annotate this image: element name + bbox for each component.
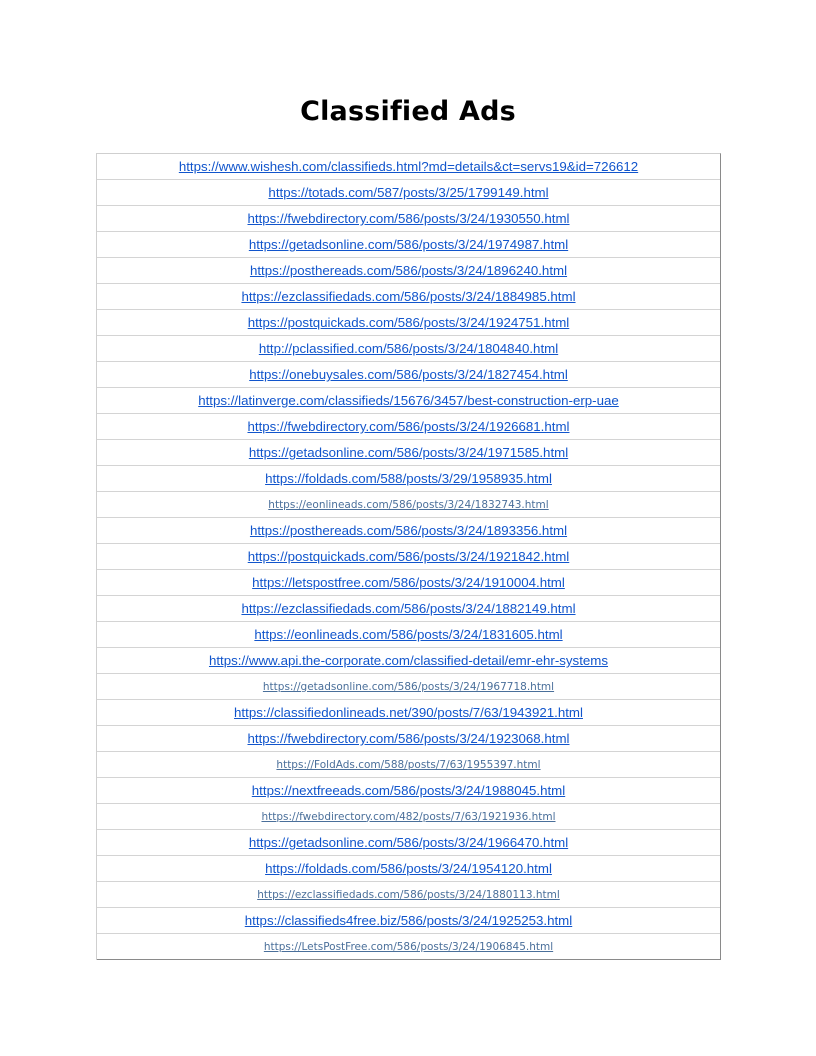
ad-link[interactable]: https://fwebdirectory.com/586/posts/3/24/1930550.html	[247, 211, 570, 226]
table-row	[97, 778, 720, 804]
table-row	[97, 440, 720, 466]
ad-link[interactable]: https://www.api.the-corporate.com/classified-detail/emr-ehr-systems	[208, 653, 609, 668]
table-row	[97, 726, 720, 752]
link-table	[96, 153, 721, 960]
table-row	[97, 934, 720, 960]
table-row	[97, 700, 720, 726]
ad-link[interactable]: https://FoldAds.com/588/posts/7/63/1955397.html	[276, 758, 541, 771]
table-row	[97, 596, 720, 622]
ad-link[interactable]: https://totads.com/587/posts/3/25/1799149.html	[268, 185, 549, 200]
ad-link[interactable]: https://getadsonline.com/586/posts/3/24/1966470.html	[248, 835, 569, 850]
ad-link[interactable]: https://getadsonline.com/586/posts/3/24/1967718.html	[262, 680, 555, 693]
ad-link[interactable]: https://onebuysales.com/586/posts/3/24/1827454.html	[249, 367, 568, 382]
ad-link[interactable]: https://posthereads.com/586/posts/3/24/1893356.html	[249, 523, 568, 538]
table-row	[97, 882, 720, 908]
table-row	[97, 180, 720, 206]
ad-link[interactable]: https://getadsonline.com/586/posts/3/24/1974987.html	[248, 237, 569, 252]
table-row	[97, 336, 720, 362]
ad-link[interactable]: https://fwebdirectory.com/586/posts/3/24/1923068.html	[247, 731, 570, 746]
ad-link[interactable]: https://ezclassifiedads.com/586/posts/3/24/1880113.html	[257, 888, 560, 901]
ad-link[interactable]: https://nextfreeads.com/586/posts/3/24/1988045.html	[251, 783, 566, 798]
ad-link[interactable]: https://classifieds4free.biz/586/posts/3/24/1925253.html	[244, 913, 573, 928]
ad-link[interactable]: https://classifiedonlineads.net/390/posts/7/63/1943921.html	[234, 705, 583, 720]
table-row	[97, 648, 720, 674]
ad-link[interactable]: https://ezclassifiedads.com/586/posts/3/24/1884985.html	[241, 289, 576, 304]
ad-link[interactable]: https://eonlineads.com/586/posts/3/24/1832743.html	[268, 498, 549, 511]
table-row	[97, 310, 720, 336]
ad-link[interactable]: https://ezclassifiedads.com/586/posts/3/24/1882149.html	[241, 601, 576, 616]
ad-link[interactable]: https://fwebdirectory.com/586/posts/3/24/1926681.html	[247, 419, 570, 434]
ad-link[interactable]: https://foldads.com/588/posts/3/29/1958935.html	[265, 471, 552, 486]
ad-link[interactable]: https://eonlineads.com/586/posts/3/24/1831605.html	[254, 627, 563, 642]
ad-link[interactable]: https://foldads.com/586/posts/3/24/1954120.html	[265, 861, 552, 876]
table-row	[97, 154, 720, 180]
table-row	[97, 804, 720, 830]
table-row	[97, 752, 720, 778]
ad-link[interactable]: https://LetsPostFree.com/586/posts/3/24/1906845.html	[263, 940, 554, 953]
table-row	[97, 570, 720, 596]
ad-link[interactable]: https://posthereads.com/586/posts/3/24/1896240.html	[249, 263, 568, 278]
table-row	[97, 206, 720, 232]
table-row	[97, 908, 720, 934]
ad-link[interactable]: https://www.wishesh.com/classifieds.html?md=details&ct=servs19&id=726612	[178, 159, 639, 174]
table-row	[97, 544, 720, 570]
ad-link[interactable]: https://latinverge.com/classifieds/15676/3457/best-construction-erp-uae	[198, 393, 619, 408]
table-row	[97, 856, 720, 882]
page-title: Classified Ads	[300, 96, 516, 127]
table-row	[97, 284, 720, 310]
table-row	[97, 492, 720, 518]
ad-link[interactable]: https://fwebdirectory.com/482/posts/7/63/1921936.html	[261, 810, 556, 823]
table-row	[97, 674, 720, 700]
table-row	[97, 232, 720, 258]
table-row	[97, 622, 720, 648]
ad-link[interactable]: https://postquickads.com/586/posts/3/24/1921842.html	[247, 549, 570, 564]
table-row	[97, 258, 720, 284]
ad-link[interactable]: https://letspostfree.com/586/posts/3/24/1910004.html	[252, 575, 565, 590]
table-row	[97, 388, 720, 414]
table-row	[97, 830, 720, 856]
ad-link[interactable]: https://postquickads.com/586/posts/3/24/1924751.html	[247, 315, 570, 330]
ad-link[interactable]: https://getadsonline.com/586/posts/3/24/1971585.html	[248, 445, 569, 460]
table-row	[97, 362, 720, 388]
ad-link[interactable]: http://pclassified.com/586/posts/3/24/1804840.html	[258, 341, 559, 356]
table-row	[97, 414, 720, 440]
table-row	[97, 466, 720, 492]
table-row	[97, 518, 720, 544]
